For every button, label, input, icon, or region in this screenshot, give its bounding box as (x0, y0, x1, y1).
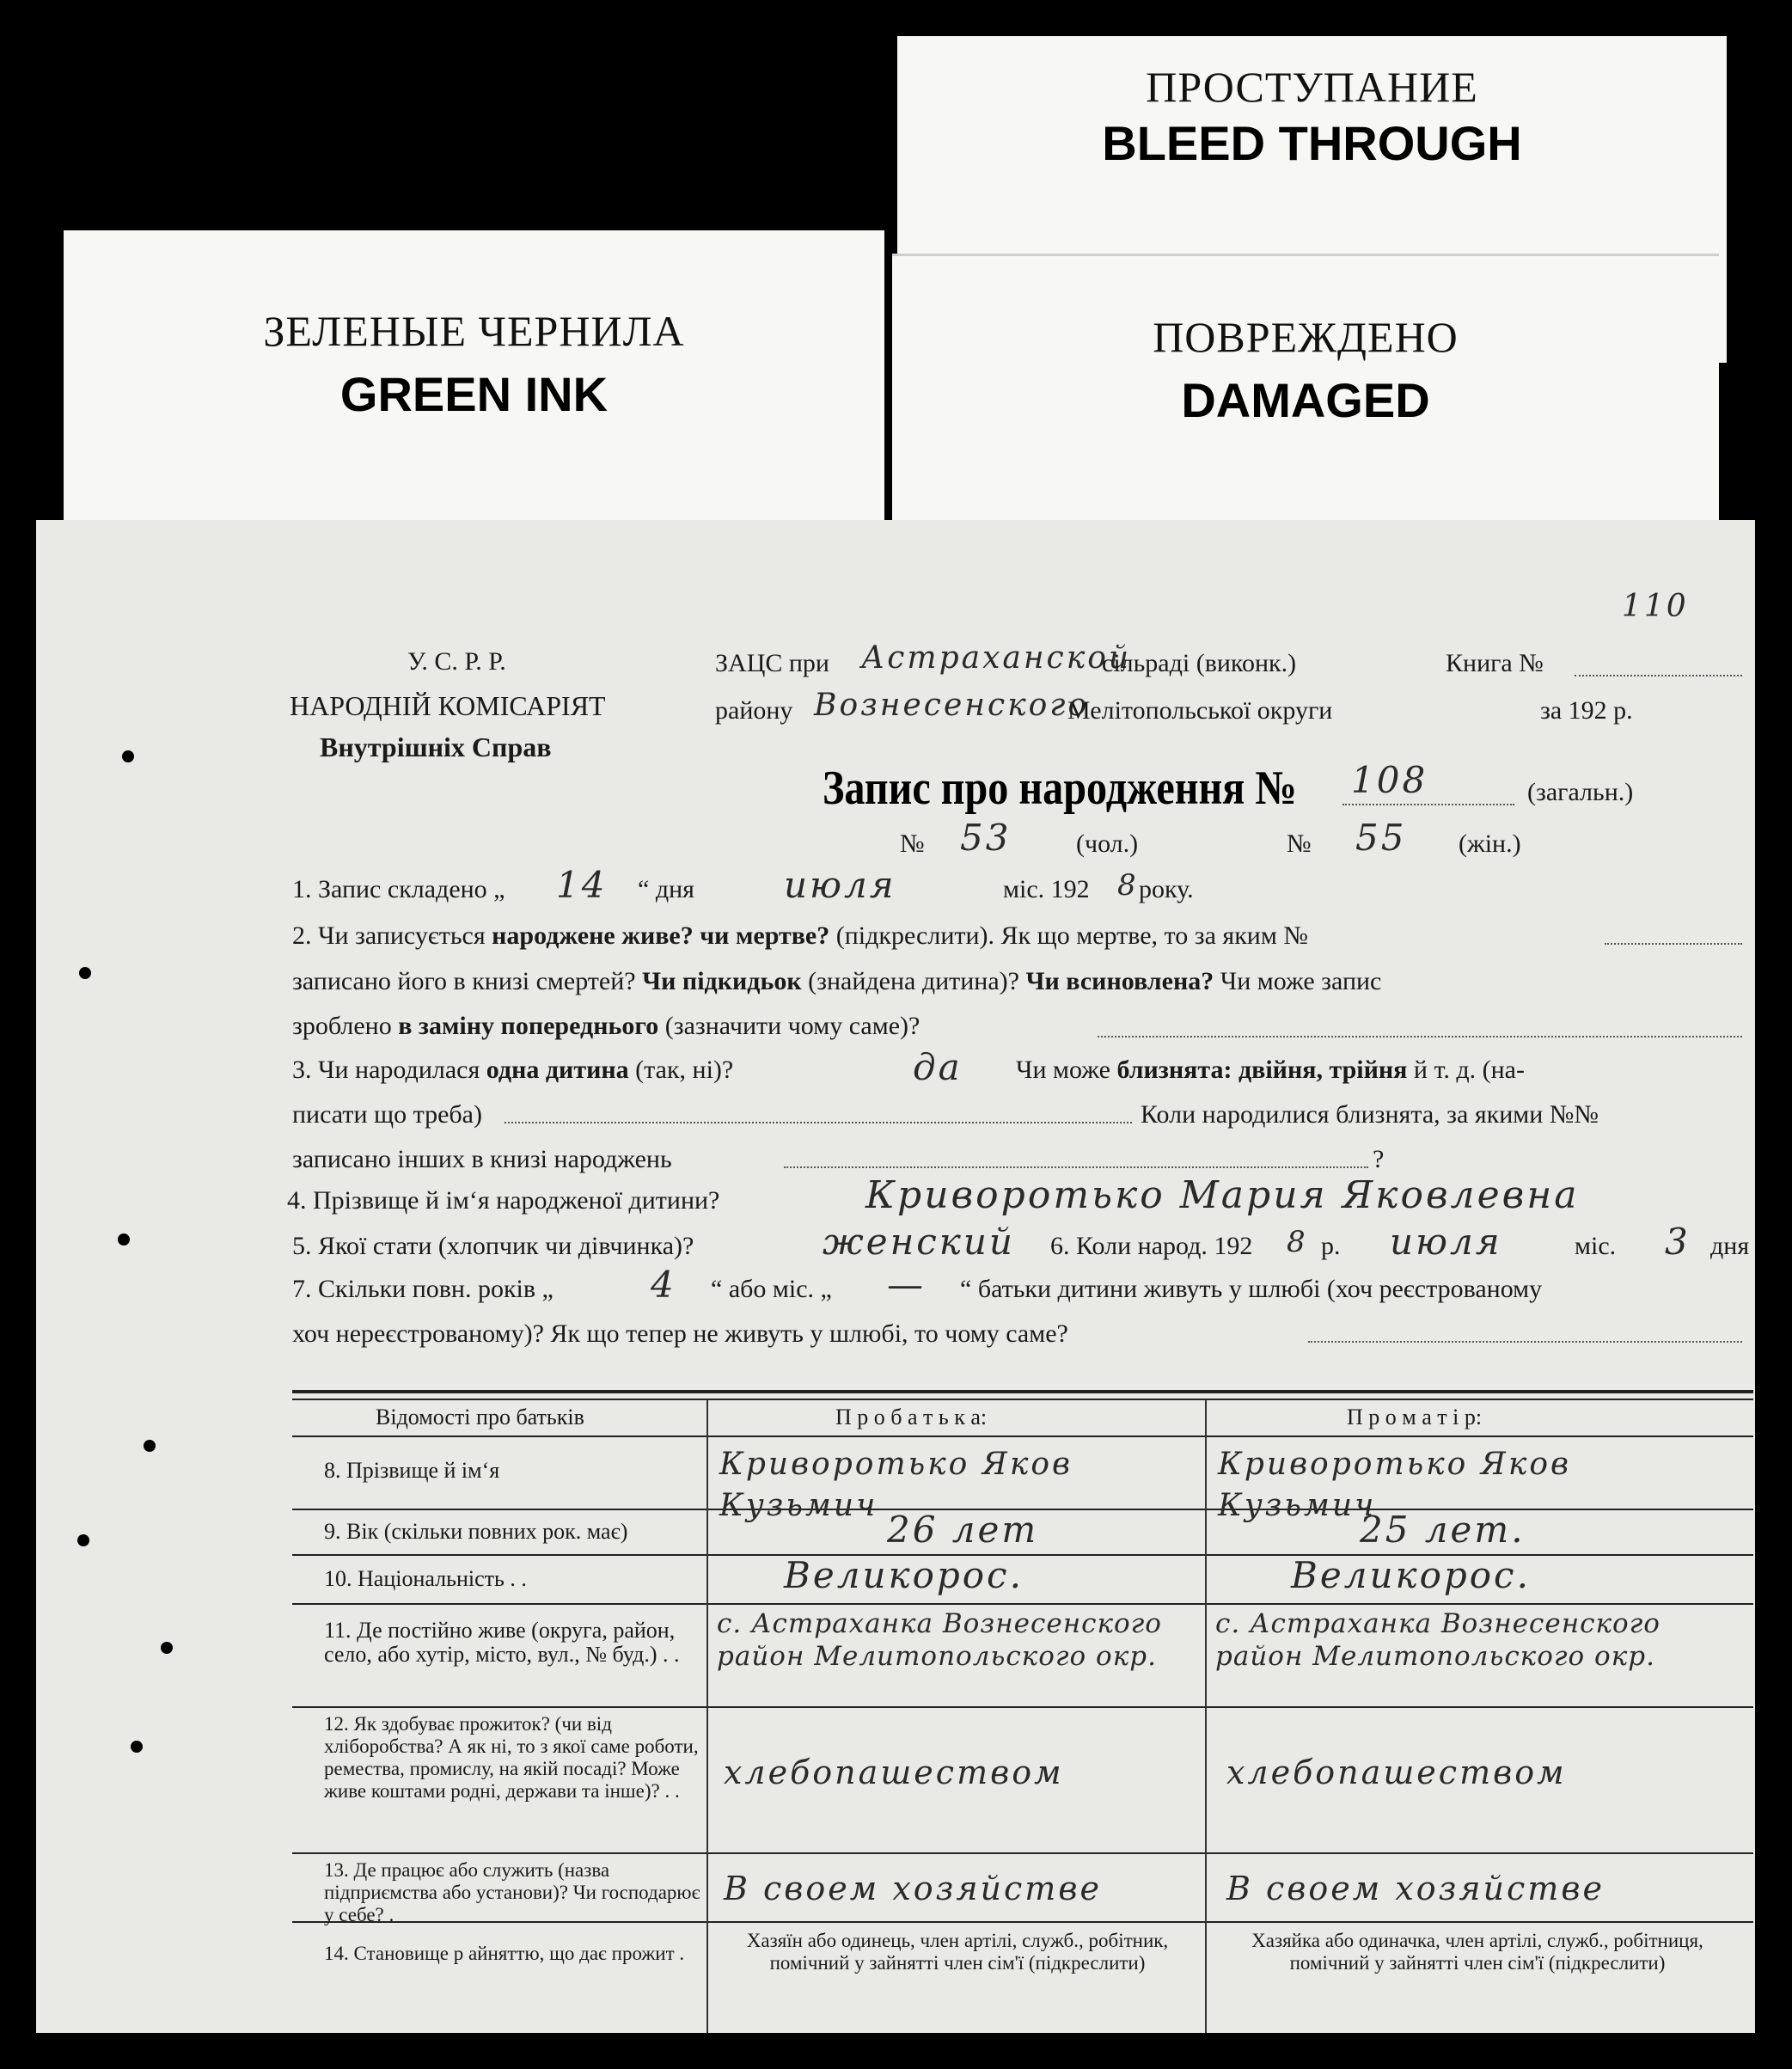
q3-line2b: Коли народилися близнята, за якими №№ (1141, 1100, 1599, 1129)
q6-year: 8 (1287, 1225, 1308, 1259)
q3-line1b: Чи може близнята: двійня, трійня й т. д. (на- (1016, 1056, 1525, 1084)
q1-c: міс. 192 (1003, 875, 1090, 903)
damaged-ru: ПОВРЕЖДЕНО (1153, 313, 1459, 361)
mother-status-options: Хазяйка або одиначка, член артілі, служб., робітниця, помічний у зайнятті член сім'ї (підкреслити) (1251, 1930, 1703, 1974)
mother-nationality: Великорос. (1291, 1554, 1531, 1596)
district-prefix: району (715, 696, 793, 725)
row-rule (292, 1603, 1753, 1605)
damaged-en: DAMAGED (1181, 373, 1430, 427)
mother-livelihood: хлебопашеством (1226, 1754, 1567, 1791)
q6-month: июля (1390, 1221, 1502, 1263)
q7-a: 7. Скільки повн. років „ (292, 1275, 554, 1303)
q1-b: “ дня (638, 875, 694, 903)
mother-residence: с. Астраханка Вознесенского район Мелитопольского окр. (1215, 1608, 1661, 1672)
male-number: 53 (960, 817, 1012, 859)
q6-day: 3 (1665, 1221, 1691, 1263)
table-top-rule-thin (292, 1399, 1753, 1400)
q1-a: 1. Запис складено „ (292, 875, 505, 903)
column-divider (1205, 1400, 1207, 2033)
table-header-mother: П р о м а т і р: (1347, 1405, 1483, 1429)
record-number: 108 (1351, 759, 1428, 801)
q3-line2a: писати що треба) (292, 1100, 482, 1129)
row-rule (292, 1852, 1753, 1854)
bleed-through-ru: ПРОСТУПАНИЕ (1146, 63, 1478, 111)
q3-answer: да (913, 1046, 963, 1088)
q3-line2-dots (505, 1122, 1132, 1123)
female-suffix: (жін.) (1459, 829, 1521, 858)
binder-hole (161, 1642, 173, 1654)
table-header-parents: Відомості про батьків (376, 1405, 584, 1429)
q5-sex: женский (823, 1221, 1015, 1263)
binder-hole (77, 1534, 89, 1546)
q7-months: — (887, 1264, 926, 1306)
mother-workplace: В своем хозяйстве (1226, 1870, 1605, 1907)
binder-hole (79, 967, 91, 979)
q4-child-name: Криворотько Мария Яковлевна (865, 1173, 1580, 1217)
table-header-father: П р о б а т ь к а: (835, 1405, 988, 1429)
q1-d: року. (1139, 875, 1194, 903)
green-ink-en: GREEN INK (339, 367, 609, 421)
father-name: Криворотько Яков Кузьмич (719, 1447, 1073, 1523)
q4-label: 4. Прізвище й ім‘я народженої дитини? (287, 1186, 720, 1215)
q7-line2: хоч нереєстрованому)? Як що тепер не живуть у шлюбі, то чому саме? (292, 1319, 1068, 1348)
mother-name: Криворотько Яков Кузьмич (1218, 1447, 1571, 1523)
father-nationality: Великорос. (784, 1554, 1024, 1596)
row-label-age: 9. Вік (скільки повних рок. має) (324, 1519, 628, 1544)
zags-suffix: сільраді (виконк.) (1102, 649, 1297, 677)
mother-age: 25 лет. (1360, 1509, 1526, 1551)
q7-years: 4 (651, 1264, 676, 1306)
row-label-workplace: 13. Де працює або служить (назва підприємства або установи)? Чи господарює у себе? . (324, 1859, 700, 1925)
page-number: 110 (1622, 589, 1689, 624)
book-label: Книга № (1446, 649, 1544, 677)
bleed-through-en: BLEED THROUGH (1102, 116, 1522, 170)
q2-line2: записано його в книзі смертей? Чи підкидьок (знайдена дитина)? Чи всиновлена? Чи може запис (292, 967, 1382, 995)
q6-r: р. (1321, 1232, 1341, 1260)
table-header-rule (292, 1435, 1753, 1437)
female-number-label: № (1287, 829, 1312, 858)
father-residence: с. Астраханка Вознесенского район Мелитопольского окр. (717, 1608, 1162, 1672)
q3-line3-dots (784, 1166, 1368, 1168)
father-status-options: Хазяїн або одинець, член артілі, служб., робітник, помічний у зайнятті член сім'ї (підкреслити) (746, 1930, 1169, 1974)
q1-month: июля (784, 864, 896, 906)
q7-c: “ батьки дитини живуть у шлюбі (хоч реєстрованому (960, 1275, 1543, 1303)
q2-line1: 2. Чи записується народжене живе? чи мертве? (підкреслити). Як що мертве, то за яким № (292, 921, 1308, 950)
year-label: за 192 р. (1540, 696, 1633, 725)
q3-line3b: ? (1373, 1145, 1385, 1173)
district-suffix: Мелітопольської округи (1067, 696, 1333, 725)
q5-label: 5. Якої стати (хлопчик чи дівчинка)? (292, 1232, 694, 1260)
row-label-livelihood: 12. Як здобуває прожиток? (чи від хліборобства? А як ні, то з якої саме роботи, ремества, промислу, на якій посаді? Може живе коштами родні, держави та інше)? . . (324, 1713, 699, 1802)
zags-village: Астраханской (861, 640, 1132, 676)
q6-mis: міс. (1575, 1232, 1617, 1260)
q3-line1a: 3. Чи народилася одна дитина (так, ні)? (292, 1056, 734, 1084)
binder-hole (118, 1233, 130, 1246)
q6-dnya: дня (1710, 1232, 1750, 1260)
male-number-label: № (900, 829, 925, 858)
header-ussr: У. С. Р. Р. (407, 647, 506, 676)
q2-dotted-line (1605, 943, 1742, 945)
binder-hole (122, 750, 134, 762)
row-label-nationality: 10. Національність . . (324, 1566, 527, 1591)
district-value: Вознесенского (814, 688, 1090, 723)
q6-label: 6. Коли народ. 192 (1050, 1232, 1253, 1260)
q1-year: 8 (1117, 868, 1139, 903)
record-title: Запис про народження № (823, 762, 1297, 815)
record-number-line (1342, 804, 1514, 805)
row-rule (292, 1706, 1753, 1708)
father-age: 26 лет (887, 1509, 1039, 1551)
q2-reason-line (1098, 1036, 1742, 1038)
male-suffix: (чол.) (1076, 829, 1139, 858)
q1-day: 14 (556, 864, 608, 906)
father-livelihood: хлебопашеством (724, 1754, 1064, 1791)
female-number: 55 (1355, 817, 1407, 859)
q2-line3: зроблено в заміну попереднього (зазначити чому саме)? (292, 1012, 920, 1040)
green-ink-ru: ЗЕЛЕНЫЕ ЧЕРНИЛА (263, 307, 685, 355)
header-commissariat: НАРОДНІЙ КОМІСАРІЯТ (290, 690, 606, 721)
q7-b: “ або міс. „ (711, 1275, 832, 1303)
header-internal-affairs: Внутрішніх Справ (320, 731, 552, 762)
birth-record-form (36, 520, 1755, 2033)
binder-hole (131, 1741, 143, 1753)
father-workplace: В своем хозяйстве (724, 1870, 1102, 1907)
q7-dotted-line (1308, 1341, 1742, 1343)
binder-hole (144, 1440, 156, 1452)
q3-line3a: записано інших в книзі народжень (292, 1145, 672, 1173)
record-general: (загальн.) (1527, 778, 1634, 806)
zags-prefix: ЗАЦС при (715, 649, 829, 677)
row-label-residence: 11. Де постійно живе (округа, район, село, або хутір, місто, вул., № буд.) . . (324, 1618, 680, 1667)
column-divider (706, 1400, 708, 2033)
book-dotted-line (1575, 675, 1742, 676)
damaged-slip (892, 254, 1719, 529)
green-ink-slip (64, 230, 884, 527)
row-label-name: 8. Прізвище й ім‘я (324, 1458, 500, 1483)
table-top-rule (292, 1390, 1753, 1393)
row-label-status: 14. Становище р айняттю, що дає прожит . (324, 1943, 685, 1964)
